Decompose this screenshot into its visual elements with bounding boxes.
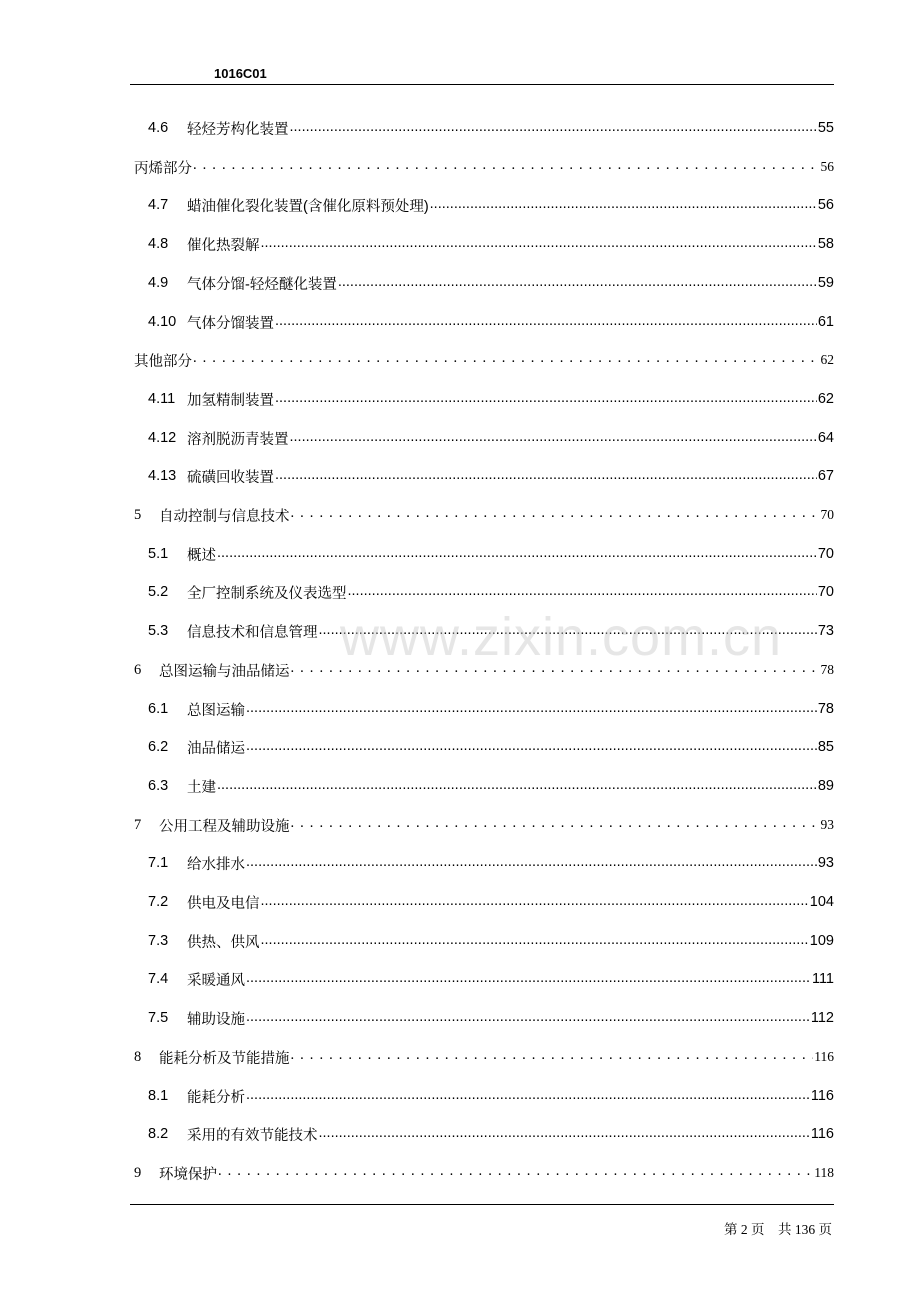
toc-dot-leader [275, 468, 817, 484]
toc-entry-title: 采用的有效节能技术 [187, 1127, 318, 1144]
toc-entry-number: 7.3 [148, 933, 169, 949]
toc-entry[interactable] [148, 697, 834, 721]
toc-dot-leader [261, 933, 809, 949]
toc-entry-number: 6 [134, 661, 142, 678]
toc-dot-leader [246, 1010, 810, 1026]
toc-entry[interactable] [134, 155, 834, 179]
toc-entry[interactable] [148, 232, 834, 256]
toc-entry-number: 4.9 [148, 275, 169, 291]
toc-entry-number: 4.10 [148, 314, 177, 330]
toc-entry-title: 信息技术和信息管理 [187, 624, 318, 641]
toc-dot-leader [246, 739, 817, 755]
toc-entry[interactable] [134, 1045, 834, 1069]
toc-entry-title: 供电及电信 [187, 895, 260, 912]
toc-entry-title: 油品储运 [187, 740, 245, 757]
toc-entry[interactable] [148, 580, 834, 604]
toc-dot-leader [193, 352, 820, 368]
toc-entry-page: 61 [817, 314, 834, 330]
toc-entry-number: 9 [134, 1164, 142, 1181]
toc-dot-leader [275, 391, 817, 407]
toc-entry-number: 7.4 [148, 971, 169, 987]
toc-entry-title: 总图运输与油品储运 [159, 663, 290, 680]
toc-entry[interactable] [134, 658, 834, 682]
toc-dot-leader [218, 1165, 813, 1181]
toc-entry-page: 116 [810, 1126, 834, 1142]
toc-entry-number: 7.2 [148, 894, 169, 910]
toc-entry-number: 8.2 [148, 1126, 169, 1142]
toc-entry-title: 自动控制与信息技术 [159, 508, 290, 525]
toc-entry-title: 溶剂脱沥青装置 [187, 431, 289, 448]
toc-entry-number: 5 [134, 506, 142, 523]
toc-entry-number: 4.13 [148, 468, 177, 484]
toc-entry-page: 70 [817, 584, 834, 600]
toc-dot-leader [193, 159, 820, 175]
toc-dot-leader [246, 701, 817, 717]
toc-dot-leader [246, 1088, 810, 1104]
toc-entry-number: 6.3 [148, 778, 169, 794]
toc-entry[interactable] [148, 890, 834, 914]
toc-entry-number: 7 [134, 816, 142, 833]
toc-dot-leader [217, 778, 817, 794]
toc-entry-title: 气体分馏装置 [187, 315, 274, 332]
toc-entry-page: 56 [817, 197, 834, 213]
toc-entry[interactable] [148, 967, 834, 991]
toc-entry-number: 4.8 [148, 236, 169, 252]
toc-entry-number: 4.7 [148, 197, 169, 213]
toc-entry-page: 73 [817, 623, 834, 639]
toc-entry-page: 70 [820, 507, 834, 522]
toc-entry-page: 62 [820, 352, 834, 367]
footer-rule [130, 1204, 834, 1205]
toc-entry[interactable] [148, 1006, 834, 1030]
toc-entry-title: 环境保护 [159, 1166, 217, 1183]
toc-entry[interactable] [148, 387, 834, 411]
toc-entry[interactable] [148, 310, 834, 334]
toc-entry-page: 64 [817, 430, 834, 446]
toc-entry-number: 5.2 [148, 584, 169, 600]
toc-entry-title: 全厂控制系统及仪表选型 [187, 585, 347, 602]
toc-dot-leader [319, 623, 817, 639]
toc-entry[interactable] [148, 464, 834, 488]
toc-entry-title: 能耗分析及节能措施 [159, 1050, 290, 1067]
toc-entry[interactable] [148, 1122, 834, 1146]
toc-dot-leader [291, 662, 820, 678]
toc-entry-page: 59 [817, 275, 834, 291]
toc-entry-page: 93 [820, 817, 834, 832]
toc-entry-title: 其他部分 [134, 353, 192, 370]
toc-entry-title: 催化热裂解 [187, 237, 260, 254]
toc-entry[interactable] [148, 774, 834, 798]
toc-entry-number: 4.11 [148, 391, 176, 407]
toc-entry-number: 6.1 [148, 701, 169, 717]
toc-entry-title: 概述 [187, 547, 216, 564]
toc-entry-title: 加氢精制装置 [187, 392, 274, 409]
toc-entry-title: 采暖通风 [187, 972, 245, 989]
header-rule [130, 84, 834, 85]
toc-entry-page: 85 [817, 739, 834, 755]
watermark: www.zixin.com.cn [340, 607, 783, 667]
toc-entry-page: 93 [817, 855, 834, 871]
toc-entry-title: 硫磺回收装置 [187, 469, 274, 486]
toc-entry[interactable] [134, 348, 834, 372]
toc-dot-leader [291, 817, 820, 833]
toc-dot-leader [291, 1049, 814, 1065]
toc-entry-page: 112 [810, 1010, 834, 1026]
page-number-footer: 第 2 页 共 136 页 [724, 1222, 832, 1237]
toc-entry-number: 7.5 [148, 1010, 169, 1026]
toc-entry-number: 8.1 [148, 1088, 169, 1104]
toc-dot-leader [246, 855, 817, 871]
toc-dot-leader [290, 430, 817, 446]
document-code: 1016C01 [214, 66, 267, 81]
toc-entry[interactable] [148, 851, 834, 875]
toc-dot-leader [291, 507, 820, 523]
toc-entry-page: 116 [814, 1049, 834, 1064]
toc-entry-page: 55 [817, 120, 834, 136]
toc-entry-page: 111 [811, 971, 834, 987]
toc-entry[interactable] [134, 813, 834, 837]
toc-entry-title: 给水排水 [187, 856, 245, 873]
toc-entry-page: 78 [817, 701, 834, 717]
toc-entry-title: 供热、供风 [187, 934, 260, 951]
toc-entry-page: 118 [814, 1165, 834, 1180]
toc-entry-number: 7.1 [148, 855, 169, 871]
toc-entry-number: 5.3 [148, 623, 169, 639]
toc-entry[interactable] [134, 503, 834, 527]
toc-entry-page: 58 [817, 236, 834, 252]
toc-dot-leader [217, 546, 817, 562]
toc-entry-title: 轻烃芳构化装置 [187, 121, 289, 138]
toc-entry[interactable] [148, 542, 834, 566]
toc-entry-page: 70 [817, 546, 834, 562]
toc-dot-leader [261, 236, 817, 252]
toc-entry[interactable] [148, 735, 834, 759]
toc-entry[interactable] [134, 1161, 834, 1185]
toc-dot-leader [319, 1126, 810, 1142]
toc-entry-number: 6.2 [148, 739, 169, 755]
toc-entry-title: 公用工程及辅助设施 [159, 818, 290, 835]
toc-entry-page: 62 [817, 391, 834, 407]
toc-entry-page: 56 [820, 159, 834, 174]
toc-entry[interactable] [148, 271, 834, 295]
toc-entry-page: 116 [810, 1088, 834, 1104]
toc-dot-leader [430, 197, 817, 213]
toc-dot-leader [348, 584, 817, 600]
toc-entry-number: 4.12 [148, 430, 177, 446]
toc-entry[interactable] [148, 619, 834, 643]
toc-entry[interactable] [148, 1084, 834, 1108]
toc-entry-number: 5.1 [148, 546, 169, 562]
toc-entry[interactable] [148, 426, 834, 450]
toc-dot-leader [261, 894, 809, 910]
toc-dot-leader [275, 314, 817, 330]
toc-entry-number: 8 [134, 1048, 142, 1065]
toc-entry-page: 104 [809, 894, 834, 910]
toc-entry-title: 辅助设施 [187, 1011, 245, 1028]
toc-entry[interactable] [148, 116, 834, 140]
toc-entry[interactable] [148, 929, 834, 953]
toc-dot-leader [338, 275, 817, 291]
toc-entry-number: 4.6 [148, 120, 169, 136]
toc-dot-leader [246, 971, 811, 987]
toc-entry-title: 气体分馏-轻烃醚化装置 [187, 276, 337, 293]
toc-entry-title: 丙烯部分 [134, 160, 192, 177]
toc-entry-page: 78 [820, 662, 834, 677]
toc-entry-page: 109 [809, 933, 834, 949]
toc-entry-page: 89 [817, 778, 834, 794]
toc-entry-title: 能耗分析 [187, 1089, 245, 1106]
toc-entry-title: 土建 [187, 779, 216, 796]
toc-dot-leader [290, 120, 817, 136]
toc-entry-title: 总图运输 [187, 702, 245, 719]
toc-entry[interactable] [148, 193, 834, 217]
toc-entry-page: 67 [817, 468, 834, 484]
toc-entry-title: 蜡油催化裂化装置(含催化原料预处理) [187, 198, 429, 215]
